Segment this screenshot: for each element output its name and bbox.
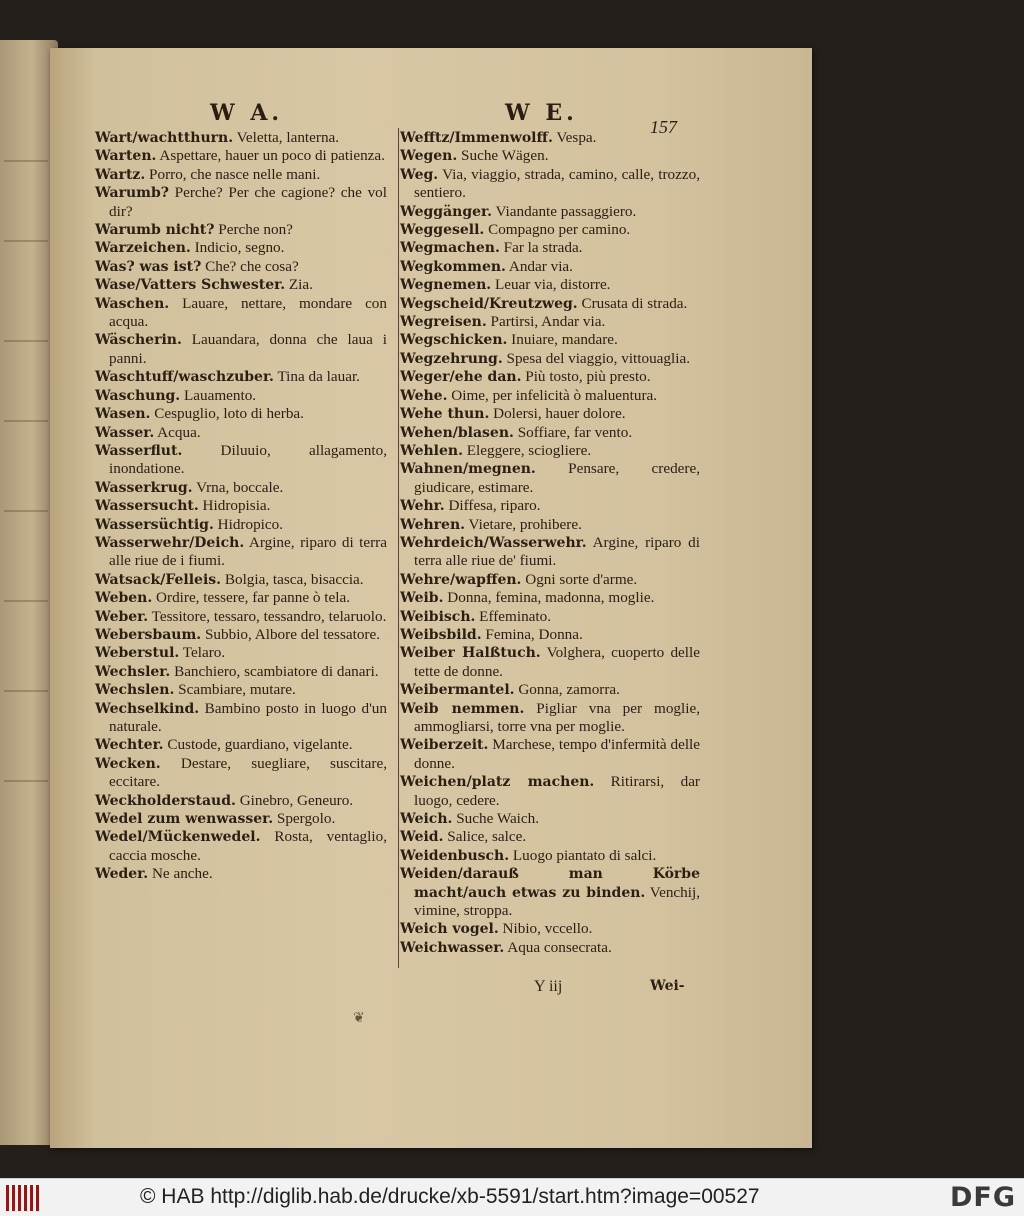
entry-definition: Lauandara, donna che laua i panni. [109,331,387,367]
entry-headword: Warzeichen. [95,240,191,257]
dictionary-entry [400,681,700,699]
entry-definition: Andar via. [505,257,573,275]
dictionary-entry [400,828,700,846]
dictionary-entry [400,147,700,165]
entry-definition: Argine, riparo di terra alle riue de' fiumi. [414,533,700,570]
dictionary-entry [95,534,387,571]
entry-headword: Weib nemmen. [400,700,525,717]
entry-definition: Acqua. [154,423,201,441]
entry-headword: Wecken. [95,755,161,772]
dictionary-entry [95,700,387,737]
hab-logo-icon [6,1185,46,1211]
entry-definition: Che? che cosa? [201,257,299,275]
entry-headword: Wegkommen. [400,258,506,275]
entry-headword: Weich. [400,811,453,828]
dictionary-entry [400,350,700,368]
ornament-icon: ❦ [353,1010,365,1026]
entry-headword: Weckholderstaud. [95,792,236,809]
entry-definition: Aspettare, hauer un poco di patienza. [156,147,385,165]
entry-headword: Wehr. [400,498,445,515]
entry-definition: Volghera, cuoperto delle tette de donne. [414,644,700,680]
entry-headword: Wegzehrung. [400,350,503,367]
entry-headword: Webersbaum. [95,626,202,643]
entry-headword: Wedel/Mückenwedel. [95,829,261,846]
entry-headword: Wehren. [400,516,466,533]
entry-definition: Veletta, lanterna. [233,129,340,146]
entry-definition: Dolersi, hauer dolore. [489,405,626,423]
dictionary-entry [400,239,700,257]
dictionary-entry [95,442,387,479]
entry-definition: Vespa. [552,129,597,146]
entry-definition: Soffiare, far vento. [513,423,633,441]
left-column [95,129,387,884]
entry-definition: Luogo piantato di salci. [509,846,657,864]
entry-definition: Hidropisia. [198,497,271,515]
entry-headword: Weichen/platz machen. [400,774,595,791]
entry-definition: Oime, per infelicità ò maluentura. [447,386,658,404]
entry-headword: Wehe. [400,387,448,404]
entry-headword: Wegen. [400,148,458,165]
dictionary-entry [400,939,700,957]
entry-definition: Leuar via, distorre. [491,276,611,294]
dictionary-entry [400,295,700,313]
entry-definition: Perche? Per che cagione? che vol dir? [109,184,387,220]
entry-definition: Partirsi, Andar via. [486,313,606,331]
entry-headword: Wegmachen. [400,240,500,257]
entry-headword: Weggänger. [400,203,492,220]
dictionary-entry [400,276,700,294]
entry-definition: Bambino posto in luogo d'un naturale. [109,699,387,735]
dictionary-entry [95,626,387,644]
dictionary-entry [95,608,387,626]
entry-definition: Destare, suegliare, suscitare, eccitare. [109,754,387,791]
entry-headword: Wasserflut. [95,442,183,459]
dictionary-entry [400,626,700,644]
dictionary-entry [400,258,700,276]
entry-headword: Waschtuff/waschzuber. [95,369,274,386]
entry-headword: Weich vogel. [400,921,499,938]
entry-headword: Wasen. [95,406,151,423]
entry-headword: Weibermantel. [400,682,515,699]
entry-headword: Wase/Vatters Schwester. [95,277,286,294]
dictionary-entry [400,313,700,331]
entry-headword: Watsack/Felleis. [95,571,222,588]
dictionary-entry [400,571,700,589]
dictionary-entry [95,497,387,515]
entry-definition: Compagno per camino. [484,221,631,239]
dfg-logo: DFG [949,1182,1016,1213]
entry-definition: Pigliar vna per moglie, ammogliarsi, torre vna per moglie. [414,699,700,735]
entry-definition: Crusata di strada. [577,294,688,312]
entry-headword: Wechter. [95,737,164,754]
dictionary-entry [95,276,387,294]
dictionary-entry [400,773,700,810]
entry-headword: Wasser. [95,424,155,441]
entry-headword: Wehre/wapffen. [400,571,522,588]
entry-definition: Più tosto, più presto. [521,368,651,386]
entry-headword: Weg. [400,166,439,183]
entry-headword: Wechsler. [95,663,171,680]
entry-headword: Wegnemen. [400,277,492,294]
dictionary-entry [95,479,387,497]
entry-headword: Wäscherin. [95,332,182,349]
entry-definition: Nibio, vccello. [498,920,593,938]
dictionary-entry [400,203,700,221]
dictionary-entry [400,700,700,737]
dictionary-entry [95,221,387,239]
entry-definition: Custode, guardiano, vigelante. [163,736,353,754]
catchword: Wei- [650,978,685,994]
dictionary-entry [400,368,700,386]
entry-definition: Aqua consecrata. [504,938,612,956]
dictionary-entry [95,571,387,589]
entry-headword: Weber. [95,608,149,625]
dictionary-entry [95,295,387,332]
entry-definition: Vietare, prohibere. [465,515,582,533]
entry-definition: Inuiare, mandare. [507,331,618,349]
dictionary-entry [95,147,387,165]
entry-definition: Diffesa, riparo. [444,497,541,515]
entry-definition: Argine, riparo di terra alle riue de i fiumi. [109,533,387,570]
source-url-link[interactable]: © HAB http://diglib.hab.de/drucke/xb-5591/start.htm?image=00527 [140,1185,760,1208]
entry-headword: Weid. [400,829,444,846]
entry-headword: Weibisch. [400,608,476,625]
entry-definition: Spesa del viaggio, vittouaglia. [502,349,690,367]
dictionary-entry [400,221,700,239]
entry-definition: Spergolo. [273,810,336,828]
entry-definition: Tina da lauar. [273,368,360,386]
entry-definition: Bolgia, tasca, bisaccia. [221,570,364,588]
entry-headword: Wechselkind. [95,700,200,717]
entry-definition: Suche Wägen. [457,147,549,165]
entry-definition: Salice, salce. [443,828,527,846]
entry-definition: Hidropico. [213,515,284,533]
dictionary-entry [400,331,700,349]
entry-definition: Venchij, vimine, stroppa. [414,883,700,920]
entry-headword: Wassersüchtig. [95,516,214,533]
entry-definition: Pensare, credere, giudicare, estimare. [414,460,700,496]
dictionary-entry [95,681,387,699]
entry-headword: Waschung. [95,387,181,404]
entry-headword: Weben. [95,590,153,607]
dictionary-entry [95,368,387,386]
entry-headword: Weggesell. [400,222,485,239]
dictionary-entry [95,184,387,221]
entry-headword: Wegreisen. [400,314,487,331]
dictionary-entry [400,608,700,626]
dictionary-entry [400,166,700,203]
dictionary-entry [95,239,387,257]
entry-definition: Donna, femina, madonna, moglie. [443,589,655,607]
entry-headword: Wasserwehr/Deich. [95,534,245,551]
entry-definition: Ogni sorte d'arme. [521,570,638,588]
dictionary-entry [95,865,387,883]
dictionary-entry [95,387,387,405]
dictionary-entry [95,644,387,662]
dictionary-entry [95,258,387,276]
entry-headword: Wegscheid/Kreutzweg. [400,295,578,312]
entry-headword: Weiber Halßtuch. [400,645,541,662]
entry-definition: Ordire, tessere, far panne ò tela. [152,589,351,607]
dictionary-entry [95,663,387,681]
entry-headword: Wedel zum wenwasser. [95,811,274,828]
dictionary-entry [95,828,387,865]
entry-definition: Viandante passaggiero. [491,202,637,220]
entry-headword: Wehlen. [400,442,463,459]
entry-headword: Wehen/blasen. [400,424,514,441]
entry-headword: Wahnen/megnen. [400,461,536,478]
entry-definition: Femina, Donna. [481,625,583,643]
entry-definition: Suche Waich. [452,810,540,828]
dictionary-entry [95,166,387,184]
entry-headword: Weib. [400,590,444,607]
viewer-bottom-bar [0,1178,1024,1216]
dictionary-entry [400,460,700,497]
dictionary-entry [400,920,700,938]
entry-headword: Warten. [95,148,157,165]
column-divider [398,128,399,968]
entry-headword: Wart/wachtthurn. [95,130,234,146]
entry-headword: Wehe thun. [400,406,490,423]
entry-definition: Marchese, tempo d'infermità delle donne. [414,736,700,772]
entry-headword: Wartz. [95,166,146,183]
entry-definition: Tessitore, tessaro, tessandro, telaruolo. [148,607,387,625]
dictionary-entry [400,534,700,571]
entry-definition: Ginebro, Geneuro. [235,791,354,809]
running-header-right: W E. [505,100,578,126]
entry-definition: Zia. [285,276,313,294]
entry-headword: Weder. [95,866,149,883]
dictionary-entry [400,589,700,607]
page-number: 157 [650,117,677,137]
dictionary-entry [400,387,700,405]
entry-definition: Via, viaggio, strada, camino, calle, trozzo, sentiero. [414,165,700,202]
entry-headword: Weichwasser. [400,939,505,956]
entry-headword: Warumb? [95,185,169,202]
entry-definition: Diluuio, allagamento, inondatione. [109,441,387,478]
entry-headword: Waschen. [95,295,170,312]
entry-definition: Subbio, Albore del tessatore. [201,625,381,643]
entry-definition: Ritirarsi, dar luogo, cedere. [414,773,700,809]
dictionary-entry [95,589,387,607]
entry-headword: Wechslen. [95,682,175,699]
entry-definition: Indicio, segno. [190,239,285,257]
dictionary-entry [400,516,700,534]
entry-definition: Ne anche. [148,865,213,883]
dictionary-entry [95,810,387,828]
entry-headword: Wehrdeich/Wasserwehr. [400,534,587,551]
entry-headword: Wefftz/Immenwolff. [400,130,553,146]
entry-headword: Weidenbusch. [400,847,510,864]
signature-mark: Y iij [534,978,563,995]
dictionary-entry [400,405,700,423]
dictionary-entry [95,755,387,792]
entry-definition: Telaro. [179,644,226,662]
entry-definition: Far la strada. [499,239,583,257]
entry-definition: Cespuglio, loto di herba. [150,405,304,423]
entry-definition: Porro, che nasce nelle mani. [145,165,321,183]
entry-definition: Gonna, zamorra. [514,681,620,699]
dictionary-entry [400,865,700,920]
entry-headword: Weger/ehe dan. [400,369,522,386]
dictionary-entry [400,424,700,442]
dictionary-entry [95,424,387,442]
dictionary-entry [400,847,700,865]
entry-definition: Eleggere, sciogliere. [462,441,592,459]
entry-headword: Weiberzeit. [400,737,489,754]
entry-headword: Weberstul. [95,645,180,662]
dictionary-entry [400,442,700,460]
entry-definition: Perche non? [214,221,293,239]
entry-definition: Rosta, ventaglio, caccia mosche. [109,828,387,864]
entry-headword: Wegschicken. [400,332,508,349]
entry-definition: Lauare, nettare, mondare con acqua. [109,294,387,331]
running-header-left: W A. [210,100,284,126]
entry-definition: Lauamento. [180,386,257,404]
dictionary-entry [400,497,700,515]
entry-definition: Scambiare, mutare. [174,681,296,699]
dictionary-entry [400,644,700,681]
dictionary-entry [95,736,387,754]
entry-definition: Banchiero, scambiatore di danari. [170,662,379,680]
entry-headword: Wasserkrug. [95,479,193,496]
dictionary-entry [95,792,387,810]
dictionary-entry [400,810,700,828]
entry-headword: Weiden/darauß man Körbe macht/auch etwas zu binden. [400,866,700,901]
dictionary-entry [95,129,387,147]
dictionary-entry [400,736,700,773]
entry-headword: Warumb nicht? [95,222,215,239]
entry-definition: Vrna, boccale. [192,478,284,496]
dictionary-entry [95,331,387,368]
right-column [400,129,700,957]
entry-headword: Was? was ist? [95,258,202,275]
dictionary-entry [95,516,387,534]
entry-headword: Weibsbild. [400,626,482,643]
entry-headword: Wassersucht. [95,498,199,515]
entry-definition: Effeminato. [475,607,552,625]
dictionary-entry [95,405,387,423]
dictionary-entry [400,129,700,147]
